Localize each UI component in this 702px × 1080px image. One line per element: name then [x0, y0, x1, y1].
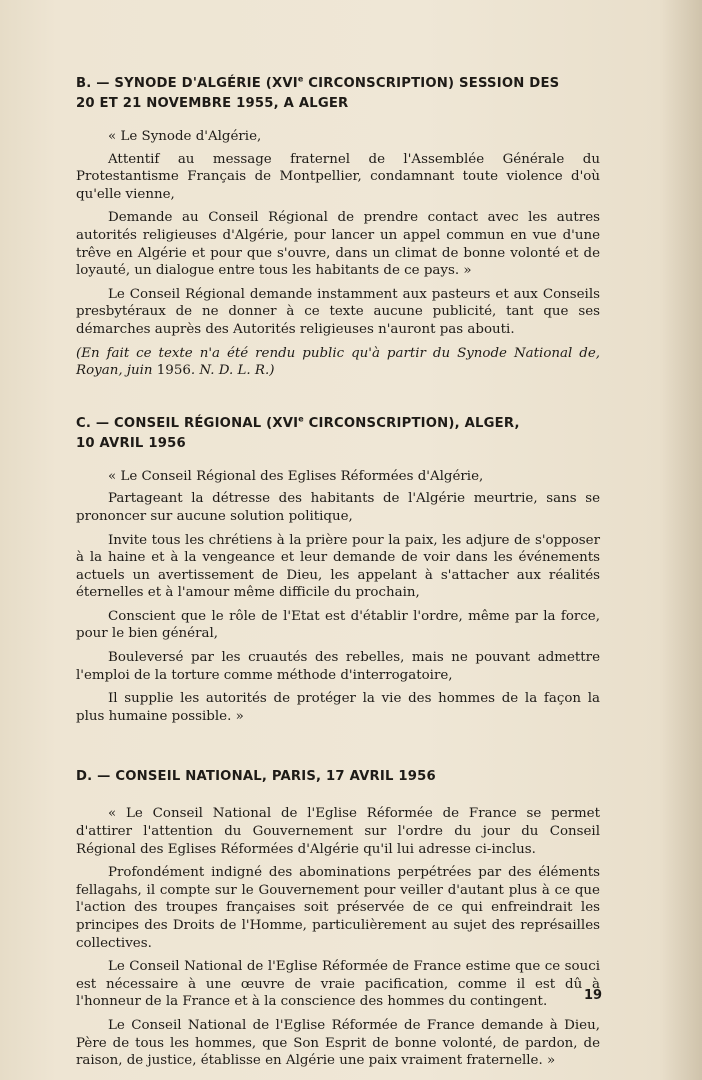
section-c-heading-line2: 10 AVRIL 1956 — [76, 435, 186, 451]
section-b-paragraph-3: Le Conseil Régional demande instamment aux pasteurs et aux Conseils presbytéraux de ne donner à ce texte aucune publicité, tant que ses démarches auprès des Autorités religieuses n'auront pas abouti. — [76, 286, 600, 337]
section-c-paragraph-1: Partageant la détresse des habitants de l'Algérie meurtrie, sans se prononcer sur aucune solution politique, — [76, 491, 600, 524]
section-b-note-year: 1956 — [156, 363, 191, 379]
section-b-heading-line2: 20 ET 21 NOVEMBRE 1955, A ALGER — [76, 96, 349, 111]
section-c-paragraph-4: Bouleversé par les cruautés des rebelles, mais ne pouvant admettre l'emploi de la torture comme méthode d'interrogatoire, — [76, 650, 600, 683]
section-b-heading — [76, 74, 600, 114]
section-c-heading — [76, 414, 600, 454]
section-b-paragraph-1: Attentif au message fraternel de l'Assemblée Générale du Protestantisme Français de Montpellier, condamnant toute violence d'où qu'elle vienne, — [76, 151, 600, 202]
section-b-paragraph-2: Demande au Conseil Régional de prendre contact avec les autres autorités religieuses d'Algérie, pour lancer un appel commun en vue d'une trêve en Algérie et pour que s'ouvre, dans un climat de bonne volonté et de loyauté, un dialogue entre tous les habitants de ce pays. » — [76, 210, 600, 279]
section-b-heading-line1: B. — SYNODE D'ALGÉRIE (XVI — [76, 76, 298, 91]
section-b-heading-sup: e — [297, 74, 304, 84]
section-d-heading — [76, 767, 600, 787]
section-c-paragraph-2: Invite tous les chrétiens à la prière pour la paix, les adjure de s'opposer à la haine et à la vengeance et leur demande de voir dans les événements actuels un avertissement de Dieu, les appelant à s'attacher aux réalités éternelles et à l'amour même difficile du prochain, — [76, 532, 600, 601]
section-d-paragraph-4: Le Conseil National de l'Eglise Réformée de France demande à Dieu, Père de tous les hommes, que Son Esprit de bonne volonté, de pardon, de raison, de justice, établisse en Algérie une paix vraiment fraternelle. » — [76, 1017, 600, 1069]
section-b-heading-line1-end: CIRCONSCRIPTION) SESSION DES — [303, 76, 560, 91]
page-content — [76, 74, 603, 1076]
section-c-paragraph-3: Conscient que le rôle de l'Etat est d'établir l'ordre, même par la force, pour le bien général, — [76, 608, 600, 642]
section-c-heading-sup: e — [298, 414, 304, 424]
section-c-heading-line1: C. — CONSEIL RÉGIONAL (XVI — [76, 415, 299, 431]
section-b-editor-note — [76, 345, 600, 380]
section-c-paragraph-5: Il supplie les autorités de protéger la vie des hommes de la façon la plus humaine possible. » — [76, 691, 600, 724]
section-d-paragraph-2: Profondément indigné des abominations perpétrées par des éléments fellagahs, il compte sur le Gouvernement pour veiller d'autant plus à ce que l'action des troupes françaises soit préservée de ce qui enfreindrait les principes des Droits de l'Homme, particulièrement au sujet des représailles collectives. — [76, 865, 600, 951]
section-d-paragraph-1: « Le Conseil National de l'Eglise Réformée de France se permet d'attirer l'attention du Gouvernement sur l'ordre du jour du Conseil Régional des Eglises Réformées d'Algérie qu'il lui adresse ci-inclus. — [76, 806, 600, 857]
section-d-paragraph-3: Le Conseil National de l'Eglise Réformée de France estime que ce souci est nécessaire à une œuvre de vraie pacification, comme il est dû à l'honneur de la France et à la conscience des hommes du contingent. — [76, 959, 600, 1010]
section-b-note-text: (En fait ce texte n'a été rendu public qu'à partir du Synode National de, Royan, juin — [76, 345, 600, 379]
section-b-note-end: . N. D. L. R.) — [190, 363, 275, 379]
section-c-intro: « Le Conseil Régional des Eglises Réformées d'Algérie, — [108, 468, 484, 484]
section-c-heading-line1-end: CIRCONSCRIPTION), ALGER, — [303, 415, 520, 431]
section-d-heading-line1: D. — CONSEIL NATIONAL, PARIS, 17 AVRIL 1956 — [76, 769, 436, 785]
page-number: 19 — [584, 988, 603, 1003]
section-b-intro: « Le Synode d'Algérie, — [108, 129, 262, 144]
